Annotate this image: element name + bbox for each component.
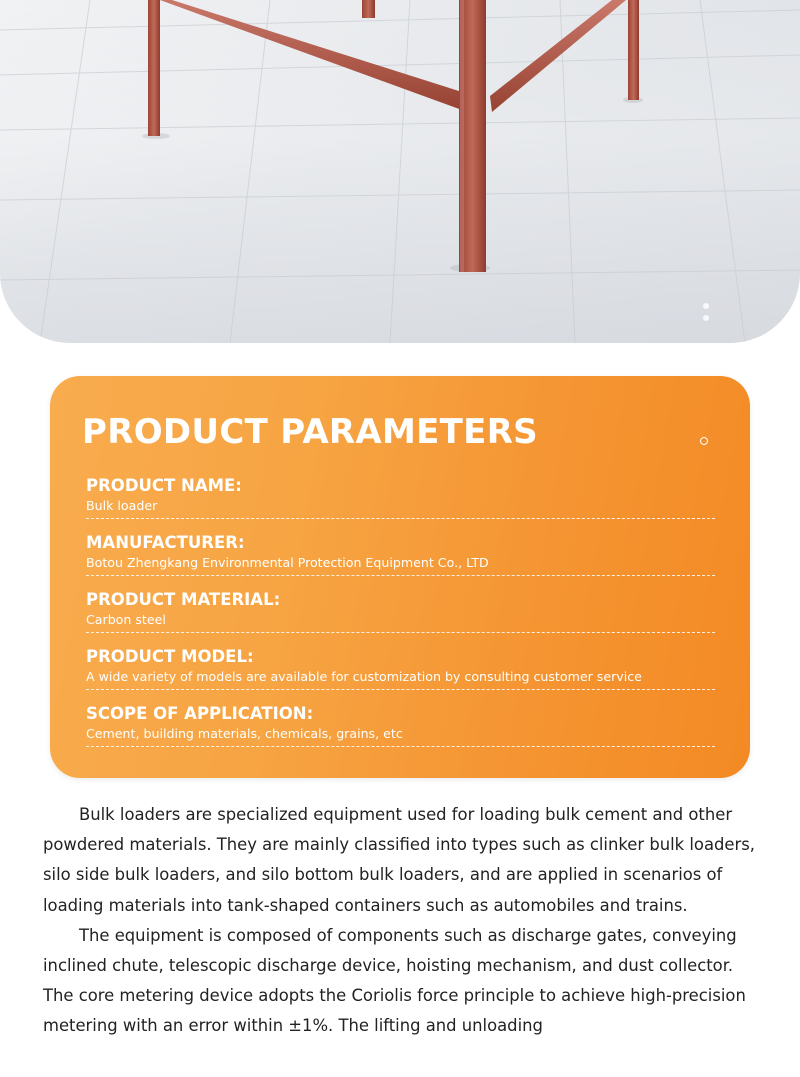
param-label: MANUFACTURER: (86, 533, 245, 552)
param-value: Botou Zhengkang Environmental Protection Equipment Co., LTD (86, 555, 489, 570)
param-value: Bulk loader (86, 498, 158, 513)
param-manufacturer (86, 533, 715, 576)
product-parameters-card (50, 376, 750, 778)
param-value: A wide variety of models are available for customization by consulting customer service (86, 669, 642, 684)
description-paragraph: Bulk loaders are specialized equipment used for loading bulk cement and other powdered materials. They are mainly classified into types such as clinker bulk loaders, silo side bulk loaders, and silo bottom bulk loaders, and are applied in scenarios of loading materials into tank-shaped containers such as automobiles and trains. (43, 805, 755, 915)
param-product-name (86, 476, 715, 519)
circle-icon (700, 437, 708, 445)
bulk-loader-frame-photo (0, 0, 800, 343)
product-description (43, 800, 763, 1042)
frame-structure (148, 0, 639, 272)
param-scope-of-application (86, 704, 715, 747)
card-title: PRODUCT PARAMETERS (82, 412, 538, 452)
param-product-model (86, 647, 715, 690)
param-label: PRODUCT MODEL: (86, 647, 254, 666)
description-paragraph: The equipment is composed of components such as discharge gates, conveying inclined chute, telescopic discharge device, hoisting mechanism, and dust collector. The core metering device adopts the Coriolis force principle to achieve high-precision metering with an error within ±1%. The lifting and unloading (43, 925, 746, 1036)
floor-tiles (0, 0, 800, 343)
param-label: PRODUCT MATERIAL: (86, 590, 281, 609)
param-value: Carbon steel (86, 612, 166, 627)
product-photo (0, 0, 800, 343)
param-value: Cement, building materials, chemicals, grains, etc (86, 726, 403, 741)
param-label: SCOPE OF APPLICATION: (86, 704, 314, 723)
param-label: PRODUCT NAME: (86, 476, 242, 495)
param-product-material (86, 590, 715, 633)
